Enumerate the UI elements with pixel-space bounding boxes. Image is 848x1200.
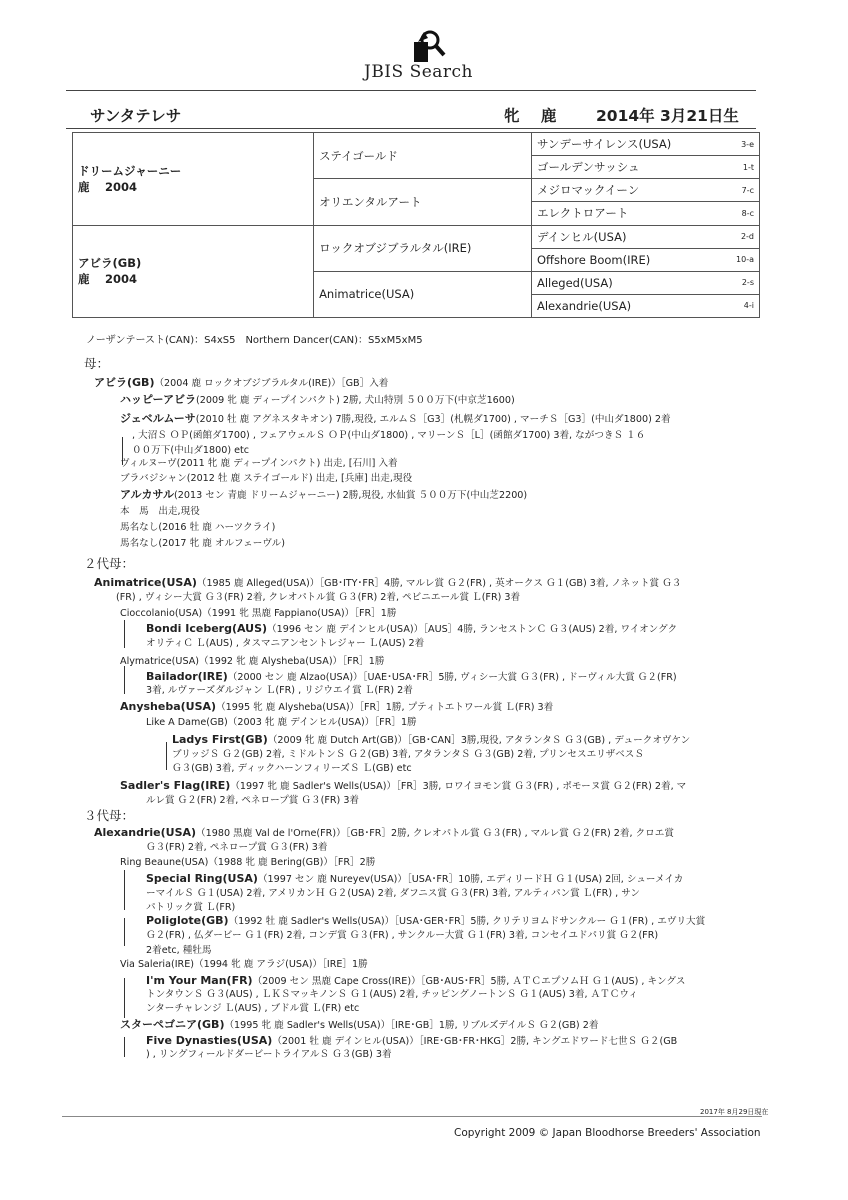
horse-name-bold: Alexandrie(USA) <box>94 826 197 839</box>
horse-birthdate: 2014年 3月21日生 <box>596 107 739 125</box>
family-line <box>146 637 424 650</box>
family-line <box>146 872 683 886</box>
line-detail: （1996 セン 鹿 デインヒル(USA)）［AUS］4勝, ランセストンＣ Ｇ３(AUS) 2着, ワイオングク <box>267 624 678 635</box>
family-code: 3-e <box>721 133 759 156</box>
family-line <box>146 1048 392 1061</box>
section-dam: 母： <box>84 356 110 371</box>
line-detail: Ｇ３(GB) 3着, ディックハーンフィリーズＳ Ｌ(GB) etc <box>172 763 412 774</box>
family-line <box>120 655 384 668</box>
family-line <box>146 914 705 928</box>
horse-name-bold: アルカサル <box>120 488 175 501</box>
family-line <box>120 472 412 485</box>
line-detail: , 大沼Ｓ ＯＰ(函館ダ1700) , フェアウェルＳ ＯＰ(中山ダ1800) , マリーンＳ［L］(函館ダ1700) 3着, ながつきＳ １６ <box>132 430 646 441</box>
line-detail: （2009 牝 鹿 Dutch Art(GB)）［GB･CAN］3勝,現役, アタランタＳ Ｇ３(GB) , デュークオヴケン <box>267 735 691 746</box>
family-line <box>120 488 527 502</box>
line-detail: ンターチャレンジ Ｌ(AUS) , ブドル賞 Ｌ(FR) etc <box>146 1003 360 1014</box>
lineage-bar <box>124 918 125 946</box>
horse-name-bold: Bailador(IRE) <box>146 670 228 683</box>
line-detail: (2013 セン 青鹿 ドリームジャーニー) 2勝,現役, 水仙賞 ５００万下(中山芝2200) <box>174 490 528 501</box>
line-detail: （2009 セン 黒鹿 Cape Cross(IRE)）［GB･AUS･FR］5勝, ＡＴＣエプソムＨ Ｇ１(AUS) , キングス <box>252 976 686 987</box>
family-line <box>146 716 417 729</box>
family-line <box>146 684 413 697</box>
family-line <box>146 1034 677 1048</box>
line-detail: Ring Beaune(USA)（1988 牝 鹿 Bering(GB)）［FR］2勝 <box>120 857 376 868</box>
family-line <box>120 607 396 620</box>
line-detail: ００万下(中山ダ1800) etc <box>132 445 250 456</box>
header-rule-top <box>66 90 756 91</box>
line-detail: （2001 牡 鹿 デインヒル(USA)）［IRE･GB･FR･HKG］2勝, キングエドワード七世Ｓ Ｇ２(GB <box>272 1036 678 1047</box>
line-detail: 3着, ルヴァーズダルジャン Ｌ(FR) , リジウエイ賞 Ｌ(FR) 2着 <box>146 685 413 696</box>
line-detail: Via Saleria(IRE)（1994 牝 鹿 アラジ(USA)）［IRE］1勝 <box>120 959 368 970</box>
family-line <box>120 505 200 518</box>
family-line <box>120 1018 598 1032</box>
pedigree-gen3: ゴールデンサッシュ <box>531 156 721 179</box>
line-detail: Like A Dame(GB)（2003 牝 鹿 デインヒル(USA)）［FR］1勝 <box>146 717 417 728</box>
family-line <box>146 1002 359 1015</box>
family-line <box>120 521 275 534</box>
pedigree-sire: ドリームジャーニー 鹿 2004 <box>73 133 314 226</box>
pedigree-gen3: Offshore Boom(IRE) <box>531 248 721 271</box>
pedigree-gen3: Alexandrie(USA) <box>531 294 721 317</box>
line-detail: （2000 セン 鹿 Alzao(USA)）［UAE･USA･FR］5勝, ヴィシー大賞 Ｇ３(FR) , ドーヴィル大賞 Ｇ２(FR) <box>227 672 677 683</box>
pedigree-gen3: エレクトロアート <box>531 202 721 225</box>
pedigree-gen3: Alleged(USA) <box>531 271 721 294</box>
horse-name-bold: Anysheba(USA) <box>120 700 217 713</box>
section-2nd-dam: ２代母： <box>84 556 135 571</box>
family-code: 2-s <box>721 271 759 294</box>
family-line <box>116 591 520 604</box>
pedigree-gen2: ロックオブジブラルタル(IRE) <box>314 225 532 271</box>
line-detail: ルレ賞 Ｇ２(FR) 2着, ペネロープ賞 Ｇ３(FR) 3着 <box>146 795 360 806</box>
family-line <box>132 444 249 457</box>
horse-sex-color: 牝 鹿 <box>504 107 565 125</box>
family-line <box>146 841 327 854</box>
line-detail: Alymatrice(USA)（1992 牝 鹿 Alysheba(USA)）［FR］1勝 <box>120 656 385 667</box>
family-line <box>94 376 388 390</box>
family-line <box>146 974 686 988</box>
family-code: 4-i <box>721 294 759 317</box>
header-rule-bottom <box>66 128 756 129</box>
family-line <box>120 393 515 407</box>
line-detail: （2004 鹿 ロックオブジブラルタル(IRE)）［GB］入着 <box>154 378 389 389</box>
family-line <box>146 988 638 1001</box>
family-line <box>172 733 690 747</box>
family-code: 10-a <box>721 248 759 271</box>
lineage-bar <box>124 1037 125 1057</box>
horse-name-bold: アビラ(GB) <box>94 376 155 389</box>
family-line <box>146 901 235 914</box>
family-line <box>146 887 640 900</box>
family-line <box>120 537 285 550</box>
line-detail: (2009 牝 鹿 ディープインパクト) 2勝, 犬山特別 ５００万下(中京芝1600) <box>196 395 515 406</box>
line-detail: トンタウンＳ Ｇ３(AUS) , ＬＫＳマッキノンＳ Ｇ１(AUS) 2着, チッピングノートンＳ Ｇ１(AUS) 3着, ＡＴＣウィ <box>146 989 638 1000</box>
pedigree-gen3: サンデーサイレンス(USA) <box>531 133 721 156</box>
family-line <box>94 826 674 840</box>
line-detail: （1980 黒鹿 Val de l'Orne(FR)）［GB･FR］2勝, クレオパトル賞 Ｇ３(FR) , マルレ賞 Ｇ２(FR) 2着, クロエ賞 <box>196 828 674 839</box>
line-detail: （1995 牝 鹿 Alysheba(USA)）［FR］1勝, プティトエトワール賞 Ｌ(FR) 3着 <box>216 702 554 713</box>
section-3rd-dam: ３代母： <box>84 808 135 823</box>
copyright: Copyright 2009 © Japan Bloodhorse Breeders' Association <box>454 1127 761 1139</box>
jbis-logo <box>364 28 494 84</box>
family-code: 2-d <box>721 225 759 248</box>
line-detail: （1985 鹿 Alleged(USA)）［GB･ITY･FR］4勝, マルレ賞 Ｇ２(FR) , 英オークス Ｇ１(GB) 3着, ノネット賞 Ｇ３ <box>196 578 682 589</box>
horse-name-bold: Special Ring(USA) <box>146 872 258 885</box>
line-detail: Cioccolanio(USA)（1991 牝 黒鹿 Fappiano(USA)）［FR］1勝 <box>120 608 397 619</box>
line-detail: （1997 牝 鹿 Sadler's Wells(USA)）［FR］3勝, ロワイヨモン賞 Ｇ３(FR) , ポモーヌ賞 Ｇ２(FR) 2着, マ <box>230 781 687 792</box>
horse-name-bold: Poliglote(GB) <box>146 914 229 927</box>
family-code: 8-c <box>721 202 759 225</box>
as-of-date: 2017年 8月29日現在 <box>700 1108 769 1116</box>
lineage-bar <box>166 742 167 770</box>
line-detail: (FR) , ヴィシー大賞 Ｇ３(FR) 2着, クレオパトル賞 Ｇ３(FR) 2着, ペビニエール賞 Ｌ(FR) 3着 <box>116 592 521 603</box>
line-detail: 馬名なし(2017 牝 鹿 オルフェーヴル) <box>120 538 286 549</box>
horse-name-bold: Animatrice(USA) <box>94 576 197 589</box>
footer-rule <box>62 1116 762 1117</box>
horse-name-bold: Sadler's Flag(IRE) <box>120 779 231 792</box>
family-line <box>146 929 658 942</box>
family-line <box>146 944 212 957</box>
line-detail: Ｇ３(FR) 2着, ペネロープ賞 Ｇ３(FR) 3着 <box>146 842 328 853</box>
lineage-bar <box>124 978 125 1018</box>
line-detail: 馬名なし(2016 牡 鹿 ハーツクライ) <box>120 522 276 533</box>
line-detail: ) , リングフィールドダービートライアルＳ Ｇ３(GB) 3着 <box>146 1049 392 1060</box>
horse-name: サンタテレサ <box>90 107 182 125</box>
line-detail: Ｇ２(FR) , 仏ダービー Ｇ１(FR) 2着, コンデ賞 Ｇ３(FR) , サンクルー大賞 Ｇ１(FR) 3着, コンセイユドパリ賞 Ｇ２(FR) <box>146 930 659 941</box>
family-line <box>94 576 681 590</box>
pedigree-dam: アビラ(GB) 鹿 2004 <box>73 225 314 318</box>
lineage-bar <box>124 666 125 694</box>
lineage-bar <box>124 870 125 910</box>
pedigree-gen2: Animatrice(USA) <box>314 271 532 317</box>
line-detail: （1995 牝 鹿 Sadler's Wells(USA)）［IRE･GB］1勝, リブルズデイルＳ Ｇ２(GB) 2着 <box>224 1020 599 1031</box>
logo-text: JBIS Search <box>364 62 474 82</box>
line-detail: (2010 牡 鹿 アグネスタキオン) 7勝,現役, エルムＳ［G3］(札幌ダ1700) , マーチＳ［G3］(中山ダ1800) 2着 <box>195 414 671 425</box>
pedigree-gen2: オリエンタルアート <box>314 179 532 225</box>
family-line <box>146 794 359 807</box>
line-detail: ーマイルＳ Ｇ１(USA) 2着, アメリカンＨ Ｇ２(USA) 2着, ダフニス賞 Ｇ３(FR) 3着, アルティパン賞 Ｌ(FR) , サン <box>146 888 640 899</box>
family-line <box>172 762 412 775</box>
pedigree-gen3: デインヒル(USA) <box>531 225 721 248</box>
family-line <box>120 856 375 869</box>
horse-name-bold: Five Dynasties(USA) <box>146 1034 273 1047</box>
line-detail: オリティＣ Ｌ(AUS) , タスマニアンセントレジャー Ｌ(AUS) 2着 <box>146 638 425 649</box>
horse-name-bold: Ladys First(GB) <box>172 733 268 746</box>
family-line <box>146 622 677 636</box>
horse-name-bold: I'm Your Man(FR) <box>146 974 253 987</box>
horse-name-bold: スターペゴニア(GB) <box>120 1018 225 1031</box>
line-detail: ブリッジＳ Ｇ２(GB) 2着, ミドルトンＳ Ｇ２(GB) 3着, アタランタＳ Ｇ３(GB) 2着, プリンセスエリザベスＳ <box>172 749 644 760</box>
inbreeding-note: ノーザンテースト(CAN)：S4xS5 Northern Dancer(CAN)：S5xM5xM5 <box>86 335 423 346</box>
family-line <box>120 958 368 971</box>
family-code: 7-c <box>721 179 759 202</box>
line-detail: ブラバジシャン(2012 牡 鹿 ステイゴールド) 出走, [兵庫] 出走,現役 <box>120 473 413 484</box>
family-line <box>120 412 671 426</box>
line-detail: ヴィルヌーヴ(2011 牝 鹿 ディープインパクト) 出走, [石川] 入着 <box>120 458 398 469</box>
family-line <box>120 457 398 470</box>
line-detail: 2着etc, 種牡馬 <box>146 945 212 956</box>
family-line <box>172 748 644 761</box>
pedigree-table <box>72 132 760 318</box>
line-detail: （1992 牡 鹿 Sadler's Wells(USA)）［USA･GER･FR］5勝, クリテリヨムドサンクルー Ｇ１(FR) , エヴリ大賞 <box>228 916 706 927</box>
pedigree-gen3: メジロマックイーン <box>531 179 721 202</box>
line-detail: （1997 セン 鹿 Nureyev(USA)）［USA･FR］10勝, エディリードＨ Ｇ１(USA) 2回, シューメイカ <box>257 874 684 885</box>
horse-name-bold: ハッピーアビラ <box>120 393 197 406</box>
line-detail: 本 馬 出走,現役 <box>120 506 200 517</box>
horse-name-bold: ジェベルムーサ <box>120 412 196 425</box>
family-line <box>120 779 686 793</box>
family-line <box>132 429 645 442</box>
line-detail: パトリック賞 Ｌ(FR) <box>146 902 236 913</box>
family-code: 1-t <box>721 156 759 179</box>
pedigree-gen2: ステイゴールド <box>314 133 532 179</box>
family-line <box>120 700 553 714</box>
horse-name-bold: Bondi Iceberg(AUS) <box>146 622 268 635</box>
lineage-bar <box>124 620 125 648</box>
family-line <box>146 670 677 684</box>
